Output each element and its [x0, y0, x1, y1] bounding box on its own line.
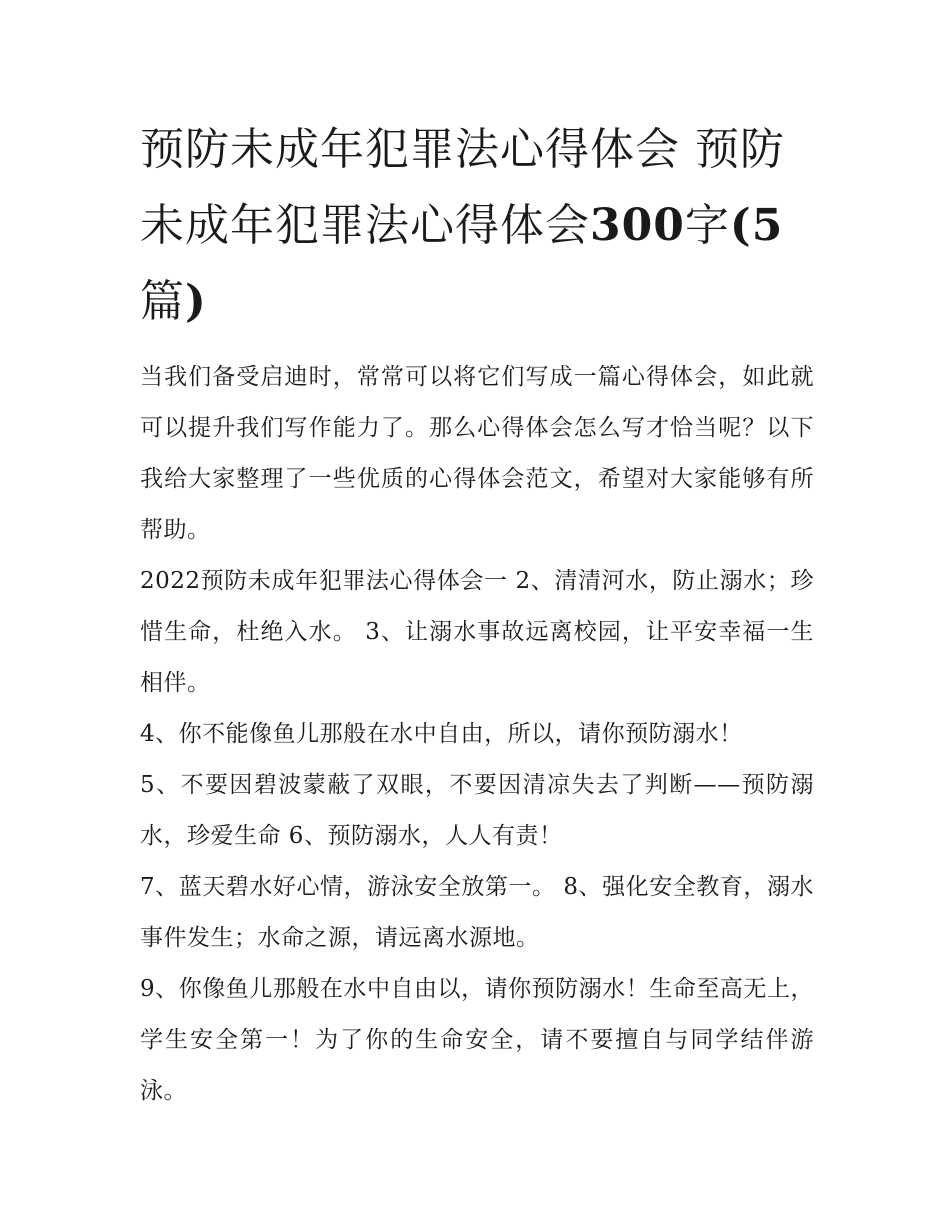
paragraph-slogans-5-6: 5、不要因碧波蒙蔽了双眼，不要因清凉失去了判断——预防溺水，珍爱生命 6、预防溺水，人人有责！	[140, 772, 814, 849]
paragraph-slogan-9: 9、你像鱼儿那般在水中自由以，请你预防溺水！生命至高无上，学生安全第一！为了你的生命安全，请不要擅自与同学结伴游泳。	[140, 976, 814, 1104]
paragraph-slogan-4: 4、你不能像鱼儿那般在水中自由，所以，请你预防溺水！	[140, 721, 743, 747]
title-emphasis: 5	[751, 200, 784, 251]
document-title: 预防未成年犯罪法心得体会 预防未成年犯罪法心得体会300字(5篇)	[140, 124, 785, 327]
title-emphasis: )	[185, 276, 207, 327]
paragraph-slogans-7-8: 7、蓝天碧水好心情，游泳安全放第一。 8、强化安全教育，溺水事件发生；水命之源，请远离水源地。	[140, 874, 814, 951]
document-page	[140, 112, 814, 1117]
paragraph-slogans-2-3: 2022预防未成年犯罪法心得体会一 2、清清河水，防止溺水；珍惜生命，杜绝入水。 3、让溺水事故远离校园，让平安幸福一生相伴。	[140, 568, 814, 696]
title-emphasis: (	[729, 200, 752, 251]
paragraph-intro: 当我们备受启迪时，常常可以将它们写成一篇心得体会，如此就可以提升我们写作能力了。那么心得体会怎么写才恰当呢？以下我给大家整理了一些优质的心得体会范文，希望对大家能够有所帮助。	[140, 364, 814, 543]
title-emphasis: 300	[590, 200, 685, 251]
document-body	[140, 352, 814, 1117]
